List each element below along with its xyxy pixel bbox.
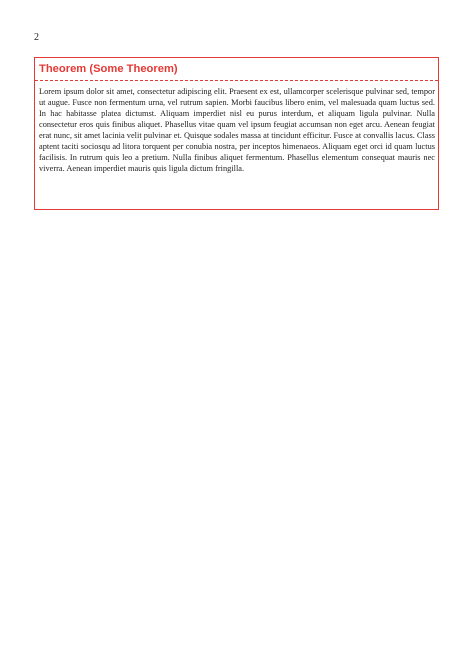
theorem-divider — [35, 80, 438, 81]
theorem-title: Theorem (Some Theorem) — [39, 63, 178, 75]
theorem-body: Lorem ipsum dolor sit amet, consectetur adipiscing elit. Praesent ex est, ullamcorper scelerisque pulvinar sed, tempor ut augue. Fusce non fermentum urna, vel rutrum sapien. Morbi faucibus libero enim, vel malesuada quam luctus sed. In hac habitasse platea dictumst. Aliquam imperdiet nisl eu purus interdum, et aliquam ligula pulvinar. Nulla consectetur eros quis finibus aliquet. Phasellus vitae quam vel ipsum feugiat accumsan non eget arcu. Aenean feugiat erat nunc, sit amet lacinia velit pulvinar et. Quisque sodales massa at tincidunt efficitur. Fusce at convallis lacus. Class aptent taciti sociosqu ad litora torquent per conubia nostra, per inceptos himenaeos. Aliquam eget orci id quam luctus facilisis. In rutrum quis leo a pretium. Nulla finibus aliquet fermentum. Phasellus elementum consequat mauris nec viverra. Aenean imperdiet mauris quis ligula dictum fringilla. — [39, 87, 435, 173]
page-number: 2 — [34, 32, 39, 43]
theorem-box — [34, 57, 439, 210]
